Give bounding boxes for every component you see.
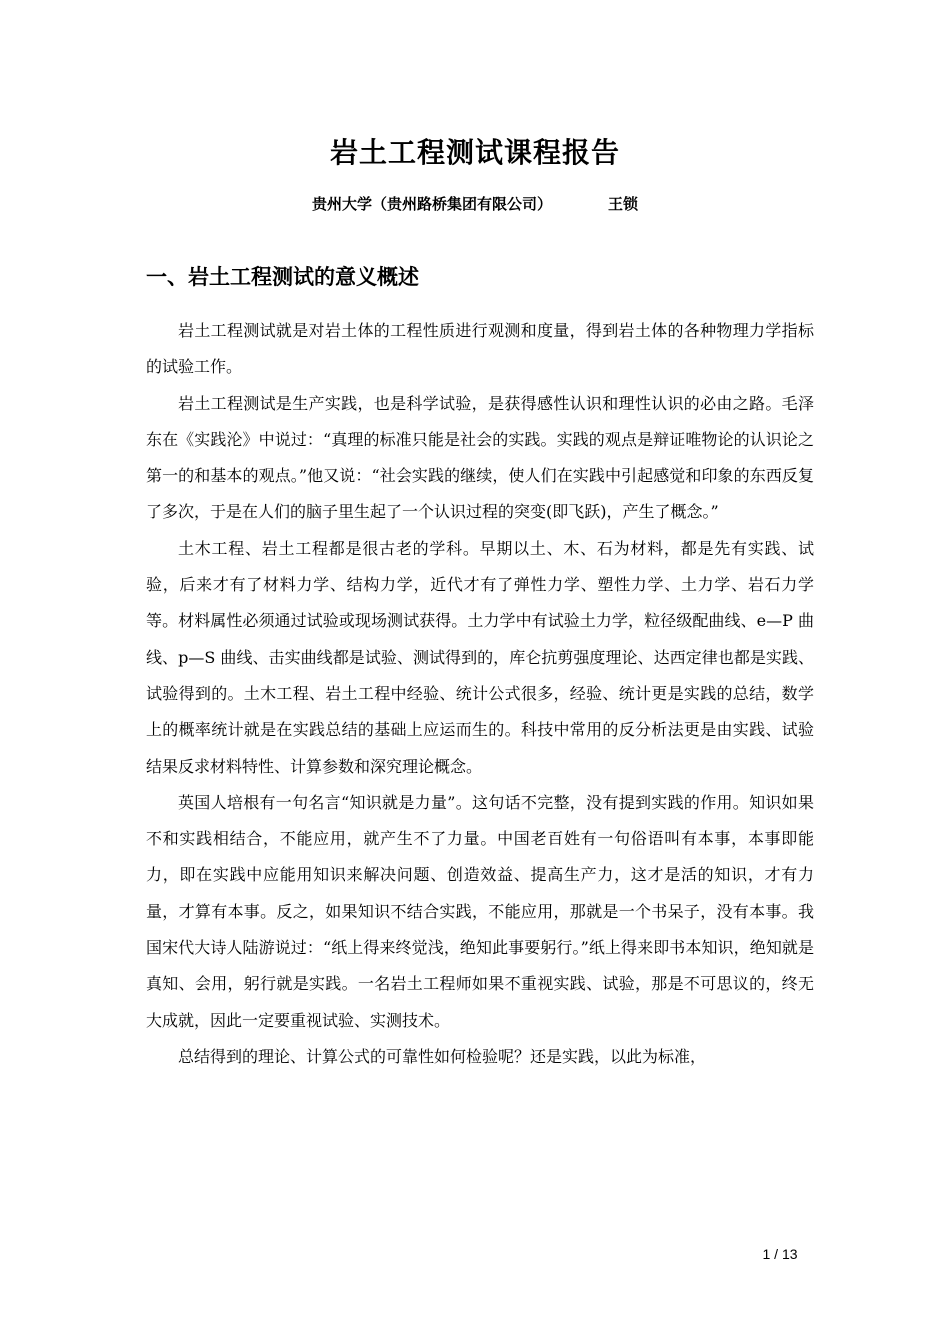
- paragraph: 土木工程、岩土工程都是很古老的学科。早期以土、木、石为材料，都是先有实践、试验，后来才有了材料力学、结构力学，近代才有了弹性力学、塑性力学、土力学、岩石力学等。材料属性必须通过试验或现场测试获得。土力学中有试验土力学，粒径级配曲线、e—P 曲线、p—S 曲线、击实曲线都是试验、测试得到的，库仑抗剪强度理论、达西定律也都是实践、试验得到的。土木工程、岩土工程中经验、统计公式很多，经验、统计更是实践的总结，数学上的概率统计就是在实践总结的基础上应运而生的。科技中常用的反分析法更是由实践、试验结果反求材料特性、计算参数和深究理论概念。: [146, 538, 814, 776]
- author-affiliation: 贵州大学（贵州路桥集团有限公司）: [311, 195, 552, 213]
- paragraph: 岩土工程测试就是对岩土体的工程性质进行观测和度量，得到岩土体的各种物理力学指标的试验工作。: [146, 321, 814, 377]
- paragraph: 总结得到的理论、计算公式的可靠性如何检验呢？还是实践，以此为标准，: [178, 1046, 707, 1066]
- author-name: 王锁: [608, 195, 639, 213]
- paragraph: 英国人培根有一句名言“知识就是力量”。这句话不完整，没有提到实践的作用。知识如果不和实践相结合，不能应用，就产生不了力量。中国老百姓有一句俗语叫有本事，本事即能力，即在实践中应能用知识来解决问题、创造效益、提高生产力，这才是活的知识，才有力量，才算有本事。反之，如果知识不结合实践，不能应用，那就是一个书呆子，没有本事。我国宋代大诗人陆游说过：“纸上得来终觉浅，绝知此事要躬行。”纸上得来即书本知识，绝知就是真知、会用，躬行就是实践。一名岩土工程师如果不重视实践、试验，那是不可思议的，终无大成就，因此一定要重视试验、实测技术。: [146, 792, 814, 1030]
- page-number: 1 / 13: [762, 1246, 798, 1262]
- document-title: 岩土工程测试课程报告: [329, 136, 620, 169]
- paragraph: 岩土工程测试是生产实践，也是科学试验，是获得感性认识和理性认识的必由之路。毛泽东在《实践沦》中说过：“真理的标准只能是社会的实践。实践的观点是辩证唯物论的认识论之第一的和基本的观点。”他又说：“社会实践的继续，使人们在实践中引起感觉和印象的东西反复了多次，于是在人们的脑子里生起了一个认识过程的突变(即飞跃)，产生了概念。”: [146, 393, 814, 522]
- body-text: [146, 313, 814, 1075]
- section-heading: 一、岩土工程测试的意义概述: [146, 264, 419, 289]
- author-line: [0, 192, 950, 216]
